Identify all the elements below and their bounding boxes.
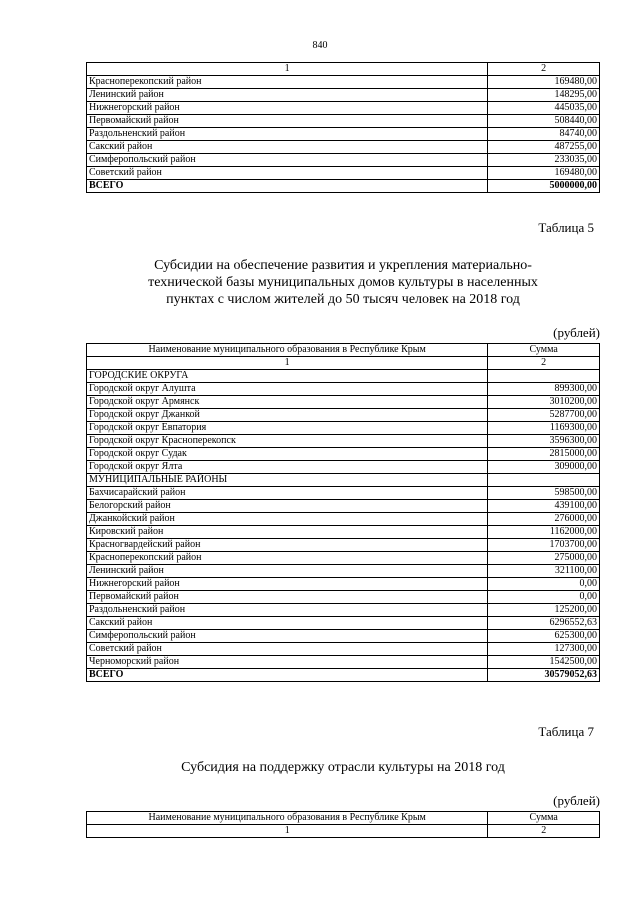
amount-value: 1703700,00 — [488, 539, 600, 552]
table-row — [87, 487, 600, 500]
municipality-name: Раздольненский район — [87, 128, 488, 141]
table-header-row — [87, 344, 600, 357]
municipality-name: Черноморский район — [87, 656, 488, 669]
table-5-label: Таблица 5 — [538, 220, 594, 235]
table-row — [87, 513, 600, 526]
amount-value: 148295,00 — [488, 89, 600, 102]
page-number: 840 — [312, 40, 328, 51]
municipality-name: Советский район — [87, 167, 488, 180]
municipality-name: Нижнегорский район — [87, 578, 488, 591]
municipality-name: Белогорский район — [87, 500, 488, 513]
municipality-name: Сакский район — [87, 141, 488, 154]
amount-value: 445035,00 — [488, 102, 600, 115]
table-row — [87, 617, 600, 630]
header-name: Наименование муниципального образования в Республике Крым — [87, 812, 488, 825]
header-sum: Сумма — [488, 344, 600, 357]
total-label: ВСЕГО — [87, 669, 488, 682]
table-row — [87, 154, 600, 167]
table-row — [87, 552, 600, 565]
total-label: ВСЕГО — [87, 180, 488, 193]
municipality-name: Красноперекопский район — [87, 76, 488, 89]
total-value: 5000000,00 — [488, 180, 600, 193]
municipality-name: Кировский район — [87, 526, 488, 539]
table-row — [87, 383, 600, 396]
amount-value: 309000,00 — [488, 461, 600, 474]
column-index-1: 1 — [87, 825, 488, 838]
amount-value: 276000,00 — [488, 513, 600, 526]
table-header-row — [87, 812, 600, 825]
table-row — [87, 370, 600, 383]
table-7-heading: Субсидия на поддержку отрасли культуры на 2018 год — [181, 760, 505, 775]
table-row — [87, 565, 600, 578]
amount-value: 127300,00 — [488, 643, 600, 656]
municipality-name: Раздольненский район — [87, 604, 488, 617]
amount-value: 487255,00 — [488, 141, 600, 154]
amount-value: 5287700,00 — [488, 409, 600, 422]
table-row — [87, 539, 600, 552]
amount-value: 0,00 — [488, 578, 600, 591]
heading-line: технической базы муниципальных домов культуры в населенных — [148, 275, 538, 290]
column-index-2: 2 — [488, 357, 600, 370]
table-7 — [86, 811, 600, 838]
header-sum: Сумма — [488, 812, 600, 825]
municipality-name: Советский район — [87, 643, 488, 656]
amount-value: 275000,00 — [488, 552, 600, 565]
table-row — [87, 422, 600, 435]
municipality-name: Городской округ Ялта — [87, 461, 488, 474]
amount-value: 439100,00 — [488, 500, 600, 513]
municipality-name: Городской округ Красноперекопск — [87, 435, 488, 448]
total-value: 30579052,63 — [488, 669, 600, 682]
amount-value: 1542500,00 — [488, 656, 600, 669]
table-row — [87, 128, 600, 141]
municipality-name: МУНИЦИПАЛЬНЫЕ РАЙОНЫ — [87, 474, 488, 487]
amount-value: 169480,00 — [488, 167, 600, 180]
table-row — [87, 76, 600, 89]
table-row — [87, 526, 600, 539]
heading-line: Субсидии на обеспечение развития и укрепления материально- — [154, 258, 532, 273]
table-7-label: Таблица 7 — [538, 724, 594, 739]
municipality-name: Джанкойский район — [87, 513, 488, 526]
table-5-heading — [86, 257, 600, 308]
amount-value: 598500,00 — [488, 487, 600, 500]
municipality-name: ГОРОДСКИЕ ОКРУГА — [87, 370, 488, 383]
municipality-name: Бахчисарайский район — [87, 487, 488, 500]
municipality-name: Городской округ Армянск — [87, 396, 488, 409]
municipality-name: Красноперекопский район — [87, 552, 488, 565]
table-row — [87, 115, 600, 128]
municipality-name: Симферопольский район — [87, 154, 488, 167]
table-row — [87, 591, 600, 604]
table-row — [87, 604, 600, 617]
amount-value: 1162000,00 — [488, 526, 600, 539]
amount-value: 1169300,00 — [488, 422, 600, 435]
table-5-units: (рублей) — [553, 325, 600, 340]
column-index-row — [87, 825, 600, 838]
municipality-name: Сакский район — [87, 617, 488, 630]
table-row — [87, 89, 600, 102]
heading-line: пунктах с числом жителей до 50 тысяч человек на 2018 год — [166, 292, 520, 307]
column-index-1: 1 — [87, 63, 488, 76]
amount-value: 233035,00 — [488, 154, 600, 167]
municipality-name: Нижнегорский район — [87, 102, 488, 115]
column-index-2: 2 — [488, 63, 600, 76]
amount-value: 0,00 — [488, 591, 600, 604]
table-row — [87, 141, 600, 154]
total-row — [87, 180, 600, 193]
table-row — [87, 656, 600, 669]
amount-value: 84740,00 — [488, 128, 600, 141]
table-5 — [86, 343, 600, 682]
total-row — [87, 669, 600, 682]
municipality-name: Ленинский район — [87, 565, 488, 578]
amount-value: 3596300,00 — [488, 435, 600, 448]
table-row — [87, 167, 600, 180]
table-row — [87, 474, 600, 487]
table-row — [87, 630, 600, 643]
amount-value: 2815000,00 — [488, 448, 600, 461]
amount-value: 125200,00 — [488, 604, 600, 617]
column-index-1: 1 — [87, 357, 488, 370]
municipality-name: Городской округ Судак — [87, 448, 488, 461]
column-index-2: 2 — [488, 825, 600, 838]
municipality-name: Красногвардейский район — [87, 539, 488, 552]
municipality-name: Городской округ Евпатория — [87, 422, 488, 435]
table-row — [87, 643, 600, 656]
column-index-row — [87, 63, 600, 76]
municipality-name: Первомайский район — [87, 591, 488, 604]
amount-value — [488, 370, 600, 383]
table-row — [87, 435, 600, 448]
table-7-units: (рублей) — [553, 793, 600, 808]
table-row — [87, 102, 600, 115]
table-row — [87, 409, 600, 422]
amount-value: 6296552,63 — [488, 617, 600, 630]
amount-value: 3010200,00 — [488, 396, 600, 409]
table-row — [87, 448, 600, 461]
header-name: Наименование муниципального образования в Республике Крым — [87, 344, 488, 357]
amount-value: 321100,00 — [488, 565, 600, 578]
amount-value — [488, 474, 600, 487]
municipality-name: Ленинский район — [87, 89, 488, 102]
amount-value: 508440,00 — [488, 115, 600, 128]
table-row — [87, 396, 600, 409]
municipality-name: Городской округ Алушта — [87, 383, 488, 396]
table-row — [87, 500, 600, 513]
amount-value: 169480,00 — [488, 76, 600, 89]
amount-value: 899300,00 — [488, 383, 600, 396]
allocation-table-continued — [86, 62, 600, 193]
amount-value: 625300,00 — [488, 630, 600, 643]
municipality-name: Первомайский район — [87, 115, 488, 128]
municipality-name: Городской округ Джанкой — [87, 409, 488, 422]
column-index-row — [87, 357, 600, 370]
table-row — [87, 461, 600, 474]
table-row — [87, 578, 600, 591]
municipality-name: Симферопольский район — [87, 630, 488, 643]
